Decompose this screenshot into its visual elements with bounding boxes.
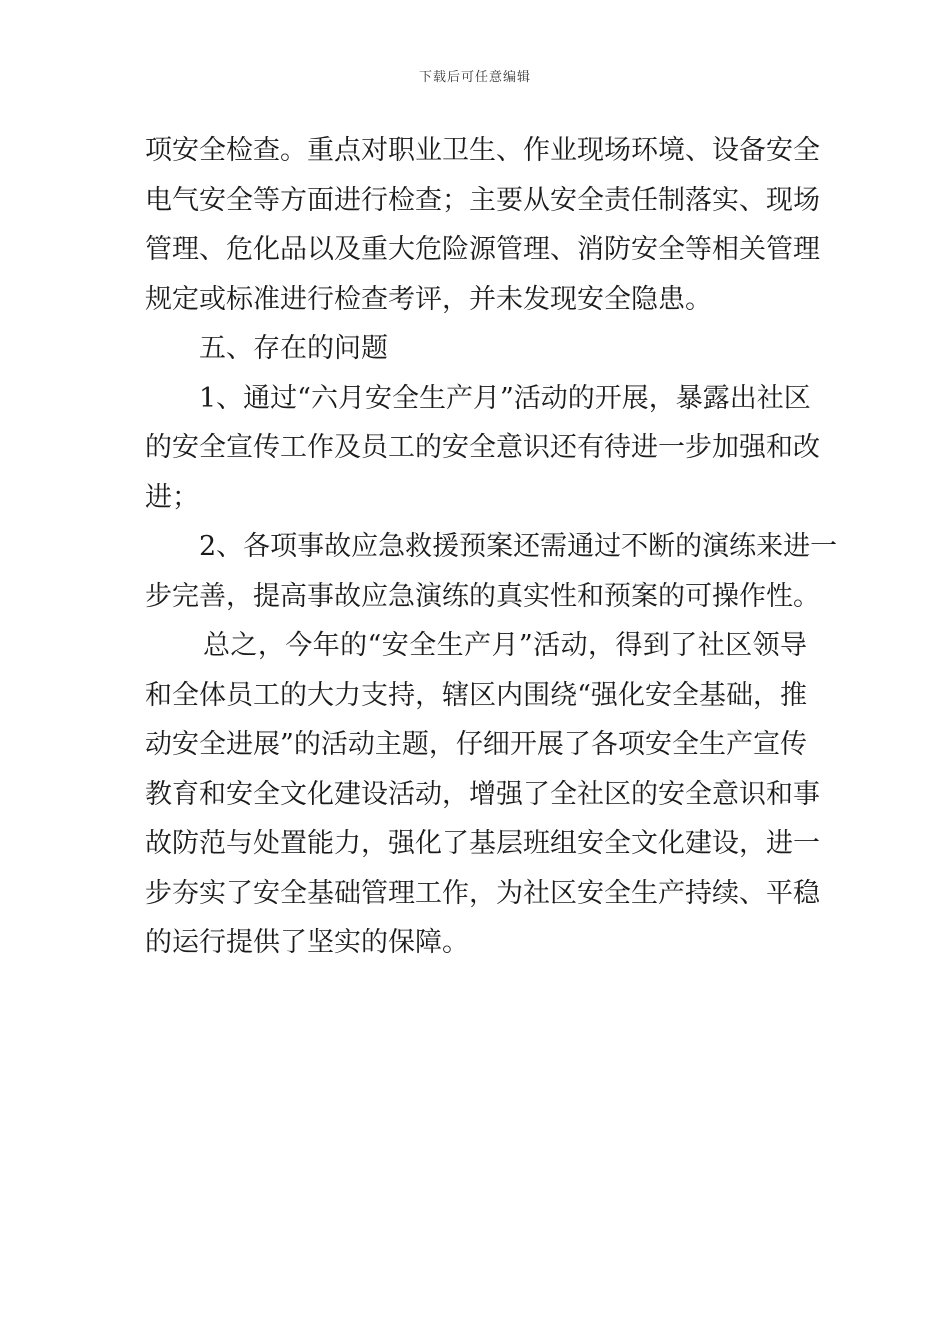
paragraph-1-line-1: 项安全检查。重点对职业卫生、作业现场环境、设备安全: [145, 135, 820, 166]
paragraph-1-line-2: 电气安全等方面进行检查；主要从安全责任制落实、现场: [145, 184, 820, 216]
paragraph-1-line-4: 规定或标准进行检查考评，并未发现安全隐患。: [145, 283, 712, 315]
page-header-note: 下载后可任意编辑: [418, 70, 531, 85]
item-2-line-2: 步完善，提高事故应急演练的真实性和预案的可操作性。: [145, 580, 820, 612]
conclusion-line-7: 的运行提供了坚实的保障。: [145, 927, 469, 958]
conclusion-line-6: 步夯实了安全基础管理工作，为社区安全生产持续、平稳: [145, 877, 820, 909]
conclusion-line-5: 故防范与处置能力，强化了基层班组安全文化建设，进一: [145, 828, 820, 859]
conclusion-line-3: 动安全进展”的活动主题，仔细开展了各项安全生产宣传: [145, 729, 807, 760]
item-1-line-1: 1、通过“六月安全生产月”活动的开展，暴露出社区: [199, 382, 811, 414]
item-1-line-3: 进；: [145, 481, 199, 513]
document-body: [145, 126, 838, 968]
item-1-line-2: 的安全宣传工作及员工的安全意识还有待进一步加强和改: [145, 432, 820, 463]
item-2-line-1: 2、各项事故应急救援预案还需通过不断的演练来进一: [199, 531, 838, 562]
section-heading-problems: 五、存在的问题: [199, 333, 388, 364]
paragraph-1-line-3: 管理、危化品以及重大危险源管理、消防安全等相关管理: [145, 234, 820, 265]
conclusion-line-1: 总之，今年的“安全生产月”活动，得到了社区领导: [203, 630, 807, 661]
conclusion-line-2: 和全体员工的大力支持，辖区内围绕“强化安全基础，推: [145, 679, 807, 711]
conclusion-line-4: 教育和安全文化建设活动，增强了全社区的安全意识和事: [145, 778, 820, 810]
